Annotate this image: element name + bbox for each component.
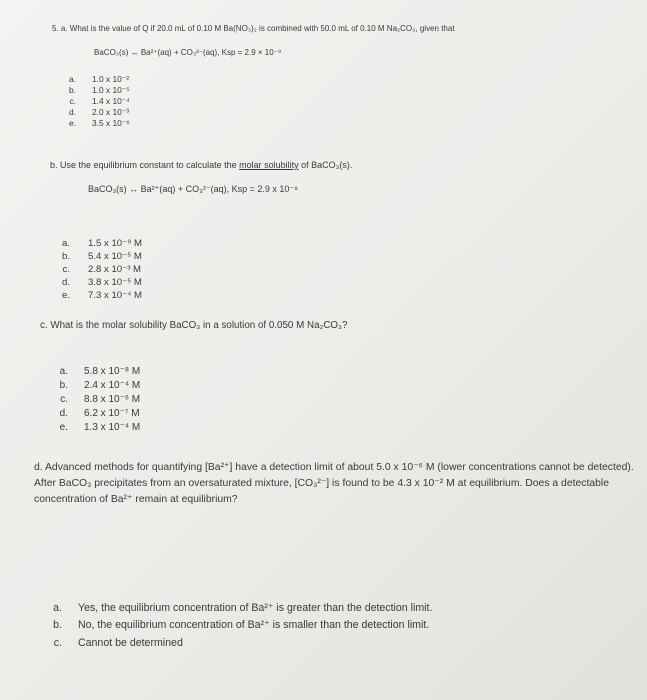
option-value: Yes, the equilibrium concentration of Ba²⁺ is greater than the detection limit. [78,602,433,614]
q5a-equation: BaCO₃(s) ↔ Ba²⁺(aq) + CO₃²⁻(aq), Ksp = 2.9 × 10⁻⁹ [94,48,282,57]
q5a-title: 5. a. What is the value of Q if 20.0 mL of 0.10 M Ba(NO₃)₂ is combined with 50.0 mL of 0.10 M Na₂CO₃, given that [52,24,455,33]
option-value: No, the equilibrium concentration of Ba²⁺ is smaller than the detection limit. [78,619,430,631]
q5c-title: c. What is the molar solubility BaCO₃ in a solution of 0.050 M Na₂CO₃? [40,320,348,331]
option-value: 3.8 x 10⁻⁵ M [88,277,142,288]
option-value: Cannot be determined [78,637,183,649]
option-value: 2.0 x 10⁻³ [92,107,130,117]
option-value: 2.4 x 10⁻⁴ M [84,380,141,391]
option-letter: b. [59,380,68,391]
option-value: 2.8 x 10⁻³ M [88,264,142,275]
option-letter: e. [61,290,70,301]
option-letter: a. [59,366,68,377]
q5b-equation: BaCO₃(s) ↔ Ba²⁺(aq) + CO₃²⁻(aq), Ksp = 2.9 x 10⁻⁹ [88,184,298,194]
option-letter: b. [61,251,70,262]
option-letter: b. [69,85,76,95]
option-letter: c. [60,394,68,405]
option-value: 6.2 x 10⁻⁷ M [84,408,140,419]
option-letter: a. [69,74,76,84]
option-letter: c. [53,637,62,649]
option-value: 1.0 x 10⁻⁵ [92,85,130,95]
option-letter: e. [69,118,76,128]
option-value: 5.8 x 10⁻⁸ M [84,366,141,377]
q5b-title-prefix: b. Use the equilibrium constant to calculate the [50,160,240,170]
option-value: 5.4 x 10⁻⁵ M [88,251,142,262]
option-value: 1.3 x 10⁻⁴ M [84,422,141,433]
option-letter: a. [61,238,70,249]
q5b-title-suffix: of BaCO₃(s). [298,160,353,170]
option-value: 1.5 x 10⁻⁹ M [88,238,142,249]
option-value: 8.8 x 10⁻⁶ M [84,394,141,405]
option-letter: d. [59,408,68,419]
option-value: 1.4 x 10⁻⁴ [92,96,130,106]
option-letter: a. [53,602,62,614]
q5b-title-underlined: molar solubility [239,160,299,170]
option-letter: c. [62,264,70,275]
option-value: 7.3 x 10⁻⁴ M [88,290,142,301]
option-letter: d. [61,277,70,288]
q5d-question: d. Advanced methods for quantifying [Ba²⁺] have a detection limit of about 5.0 x 10⁻⁶ M (lower concentrations cannot be detected). After BaCO₃ precipitates from an oversaturated mixture, [CO₃²⁻] is found to be 4.3 x 10⁻² M at equilibrium. Does a detectable concentration of Ba²⁺ remain at equilibrium? [34,462,634,505]
q5b-title [50,160,352,170]
option-letter: d. [69,107,76,117]
option-value: 3.5 x 10⁻⁶ [92,118,130,128]
option-letter: b. [53,619,62,631]
option-letter: c. [69,96,76,106]
option-value: 1.0 x 10⁻² [92,74,130,84]
option-letter: e. [59,422,68,433]
